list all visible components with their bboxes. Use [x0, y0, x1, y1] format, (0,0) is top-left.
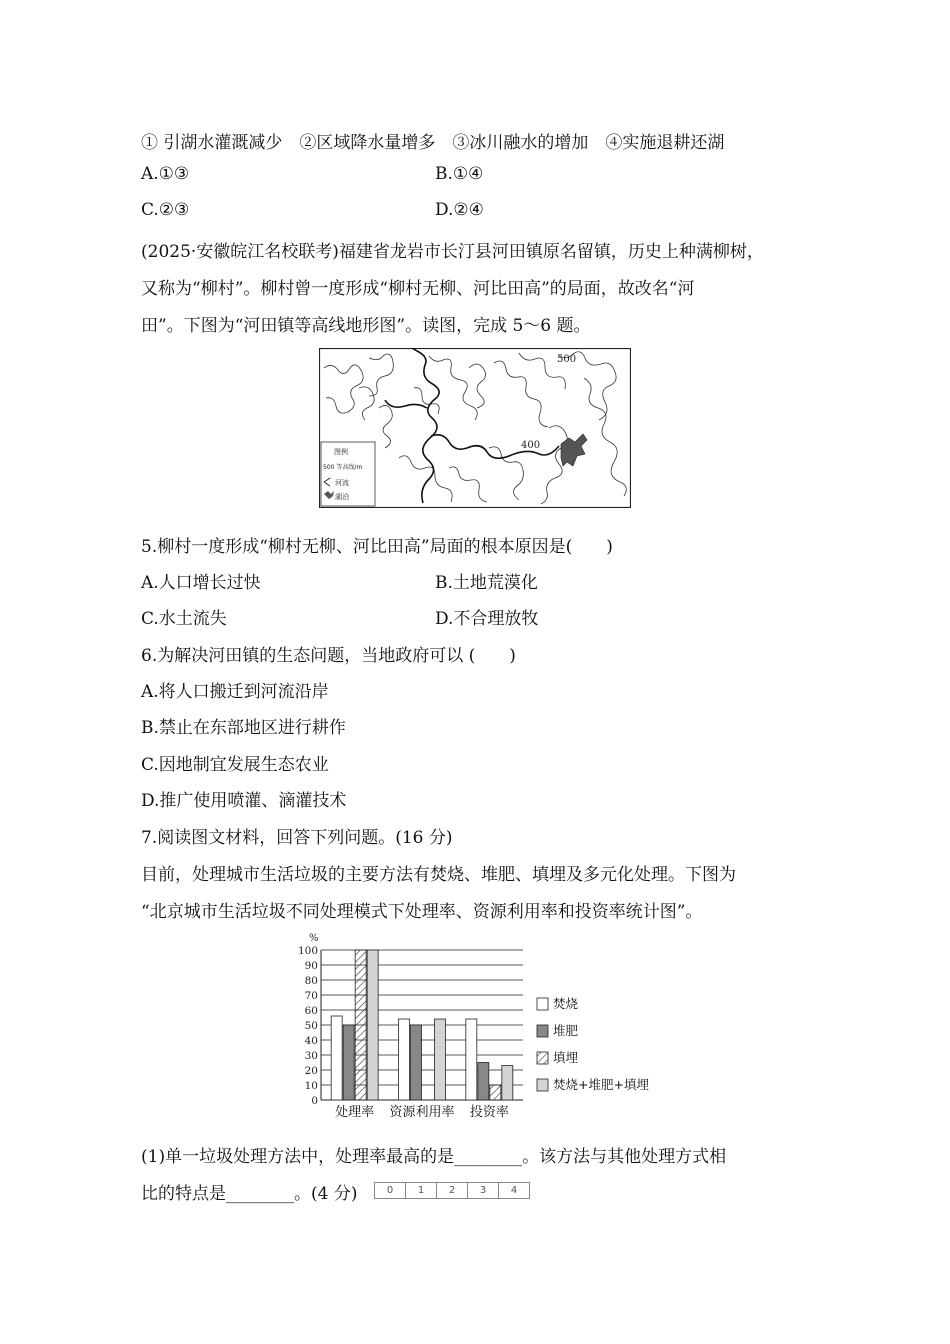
- legend-swatch-焚烧: [537, 998, 548, 1010]
- material-line-3: 田”。下图为“河田镇等高线地形图”。读图，完成 5～6 题。: [141, 316, 591, 336]
- contour-label-500: 500: [557, 354, 577, 365]
- legend-contour: 500 等高线/m: [323, 464, 363, 471]
- q4-option-b[interactable]: B.①④: [435, 164, 484, 184]
- legend-label-填埋: 填埋: [553, 1050, 579, 1065]
- y-tick-label-30: 30: [304, 1050, 318, 1062]
- y-tick-label-60: 60: [304, 1005, 318, 1017]
- y-tick-label-90: 90: [304, 960, 318, 972]
- q4-option-d[interactable]: D.②④: [435, 200, 484, 220]
- bar-资源利用率-焚烧+堆肥+填埋: [435, 1019, 446, 1100]
- score-box-1[interactable]: 1: [406, 1182, 437, 1199]
- q5-option-a[interactable]: A.人口增长过快: [141, 573, 261, 593]
- x-category-label: 处理率: [335, 1105, 375, 1120]
- material-line-2: 又称为“柳村”。柳村曾一度形成“柳村无柳、河比田高”的局面，故改名“河: [141, 279, 695, 299]
- bar-投资率-填埋: [490, 1085, 501, 1100]
- bar-资源利用率-焚烧: [399, 1019, 410, 1100]
- bar-处理率-填埋: [355, 950, 366, 1100]
- legend-label-堆肥: 堆肥: [553, 1023, 579, 1038]
- q6-stem: 6.为解决河田镇的生态问题，当地政府可以 ( ): [141, 646, 516, 666]
- q4-option-a[interactable]: A.①③: [141, 164, 190, 184]
- y-tick-label-100: 100: [297, 945, 318, 957]
- bar-处理率-焚烧+堆肥+填埋: [367, 950, 378, 1100]
- legend-lake: 湖泊: [335, 493, 349, 501]
- x-category-label: 资源利用率: [389, 1105, 455, 1120]
- bar-投资率-堆肥: [478, 1063, 489, 1101]
- q7-sub1-line1: (1)单一垃圾处理方法中，处理率最高的是________。该方法与其他处理方式相: [141, 1147, 727, 1167]
- bar-处理率-焚烧: [331, 1016, 342, 1100]
- y-tick-label-10: 10: [304, 1080, 318, 1092]
- q5-option-d[interactable]: D.不合理放牧: [435, 609, 539, 629]
- legend-title: 图例: [334, 448, 348, 456]
- q4-stem-items: ① 引湖水灌溉减少 ②区域降水量增多 ③冰川融水的增加 ④实施退耕还湖: [141, 133, 725, 153]
- y-tick-label-0: 0: [311, 1095, 318, 1107]
- y-tick-label-40: 40: [304, 1035, 318, 1047]
- legend-label-焚烧: 焚烧: [553, 996, 579, 1011]
- q6-option-c[interactable]: C.因地制宜发展生态农业: [141, 755, 329, 775]
- legend-swatch-填埋: [537, 1052, 548, 1064]
- q5-option-c[interactable]: C.水土流失: [141, 609, 227, 629]
- q6-option-a[interactable]: A.将人口搬迁到河流沿岸: [141, 682, 329, 702]
- y-axis-unit: %: [309, 933, 319, 944]
- x-category-label: 投资率: [469, 1105, 509, 1120]
- contour-map: [319, 348, 631, 508]
- score-box-0[interactable]: 0: [374, 1182, 406, 1199]
- material-line-1: (2025·安徽皖江名校联考)福建省龙岩市长汀县河田镇原名留镇，历史上种满柳树，: [141, 242, 764, 262]
- bar-处理率-堆肥: [343, 1025, 354, 1100]
- q7-sub1-line2: 比的特点是________。(4 分): [141, 1184, 358, 1204]
- q5-stem: 5.柳村一度形成“柳村无柳、河比田高”局面的根本原因是( ): [141, 537, 613, 557]
- garbage-treatment-chart: [283, 928, 673, 1123]
- bar-投资率-焚烧: [466, 1019, 477, 1100]
- legend-swatch-堆肥: [537, 1025, 548, 1037]
- q6-option-d[interactable]: D.推广使用喷灌、滴灌技术: [141, 791, 347, 811]
- score-boxes: [374, 1178, 530, 1199]
- legend-swatch-焚烧+堆肥+填埋: [537, 1079, 548, 1091]
- contour-label-400: 400: [521, 440, 541, 451]
- bar-投资率-焚烧+堆肥+填埋: [502, 1066, 513, 1101]
- y-tick-label-80: 80: [304, 975, 318, 987]
- q7-stem: 7.阅读图文材料，回答下列问题。(16 分): [141, 828, 453, 848]
- q6-option-b[interactable]: B.禁止在东部地区进行耕作: [141, 718, 346, 738]
- legend-river: 河流: [335, 479, 349, 487]
- score-box-4[interactable]: 4: [499, 1182, 530, 1199]
- y-tick-label-70: 70: [304, 990, 318, 1002]
- legend-label-焚烧+堆肥+填埋: 焚烧+堆肥+填埋: [553, 1077, 649, 1092]
- y-tick-label-50: 50: [304, 1020, 318, 1032]
- y-tick-label-20: 20: [304, 1065, 318, 1077]
- q4-option-c[interactable]: C.②③: [141, 200, 190, 220]
- bar-资源利用率-堆肥: [411, 1025, 422, 1100]
- score-box-3[interactable]: 3: [468, 1182, 499, 1199]
- q7-material-1: 目前，处理城市生活垃圾的主要方法有焚烧、堆肥、填埋及多元化处理。下图为: [141, 865, 736, 885]
- score-box-2[interactable]: 2: [437, 1182, 468, 1199]
- q5-option-b[interactable]: B.土地荒漠化: [435, 573, 538, 593]
- q7-material-2: “北京城市生活垃圾不同处理模式下处理率、资源利用率和投资率统计图”。: [141, 902, 703, 922]
